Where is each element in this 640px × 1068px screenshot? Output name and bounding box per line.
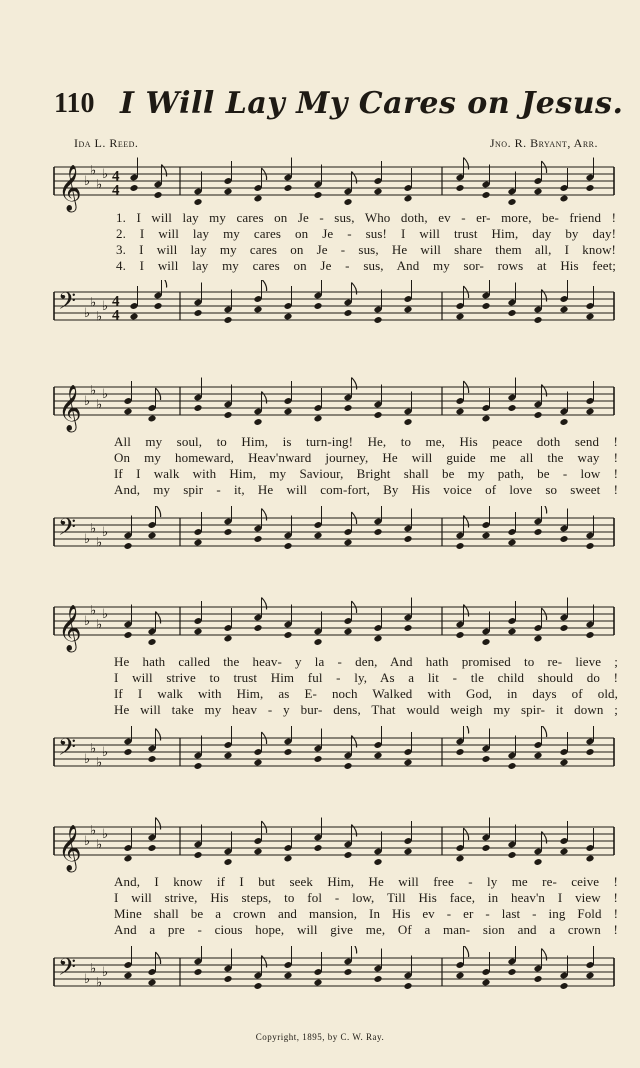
note-head [193,539,202,547]
note-head [585,855,594,863]
note-head [507,404,516,412]
flat-icon: ♭ [90,823,97,839]
copyright-notice: Copyright, 1895, by C. W. Ray. [255,1032,385,1042]
note-head [253,982,262,990]
flat-icon: ♭ [84,972,91,987]
note-head [533,635,542,643]
note-head [193,404,202,412]
note-head [283,972,292,980]
note-head [147,415,156,423]
bass-staff [48,726,620,786]
flat-icon: ♭ [84,532,91,547]
flat-icon: ♭ [102,299,109,314]
lyric-verse-3: If I walk with Him, as E- noch Walked with God, in days of old, [114,686,618,701]
note-head [533,528,542,536]
note-head [129,313,138,321]
note-head [373,858,382,866]
note-head [283,542,292,550]
flat-icon: ♭ [90,383,97,399]
note-head [455,855,464,863]
note-head [129,184,138,192]
flat-icon: ♭ [90,521,97,537]
note-head [343,539,352,547]
note-head [223,188,232,196]
lyrics-block-2 [114,434,618,498]
note-head [585,408,594,416]
note-head [403,306,412,314]
note-head [223,316,232,324]
note-head [153,191,162,199]
hymn-number: 110 [54,88,95,119]
note-head [343,968,352,976]
note-head [147,638,156,646]
treble-staff [48,155,620,215]
note-head [223,858,232,866]
flat-icon: ♭ [96,535,103,551]
note-head [373,188,382,196]
flat-icon: ♭ [102,525,109,540]
note-head [253,624,262,632]
note-head [455,313,464,321]
flat-icon: ♭ [96,975,103,991]
treble-clef-icon: 𝄞 [58,385,82,431]
note-head [253,759,262,767]
note-head [147,844,156,852]
note-head [147,755,156,763]
note-head [533,316,542,324]
lyric-verse-1: All my soul, to Him, is turn-ing! He, to me, His peace doth send ! [114,434,618,449]
note-head [455,408,464,416]
note-head [123,855,132,863]
note-head [403,848,412,856]
treble-staff [48,375,620,435]
lyric-verse-2: 2. I will lay my cares on Je - sus! I will trust Him, day by day! [116,226,616,241]
svg-text:4: 4 [112,293,120,310]
music-system-2 [48,370,620,570]
note-head [559,982,568,990]
note-head [253,848,262,856]
flat-icon: ♭ [96,397,103,413]
note-head [585,313,594,321]
note-head [403,624,412,632]
note-head [223,528,232,536]
note-head [313,415,322,423]
svg-text:4: 4 [112,307,120,324]
note-head [507,309,516,317]
note-head [253,418,262,426]
hymn-title: I Will Lay My Cares on Jesus. [120,86,624,121]
lyric-verse-3: 3. I will lay my cares on Je - sus, He will share them all, I know! [116,242,616,257]
flat-icon: ♭ [84,306,91,321]
treble-clef-icon: 𝄞 [58,165,82,211]
note-head [455,972,464,980]
note-head [533,188,542,196]
note-head [193,198,202,206]
note-head [585,542,594,550]
flat-icon: ♭ [102,167,109,182]
note-head [283,855,292,863]
note-head [123,748,132,756]
note-head [147,979,156,987]
note-head [123,408,132,416]
note-head [481,191,490,199]
note-head [559,848,568,856]
note-head [481,415,490,423]
svg-text:4: 4 [112,182,120,199]
note-head [223,752,232,760]
treble-clef-icon: 𝄞 [58,605,82,651]
note-head [193,628,202,636]
note-head [253,195,262,203]
note-head [313,191,322,199]
note-head [373,411,382,419]
flat-icon: ♭ [96,177,103,193]
lyrics-block-1 [116,210,616,274]
note-head [343,851,352,859]
lyric-verse-4: And, my spir - it, He will com-fort, By His voice of love so sweet ! [114,482,618,497]
flat-icon: ♭ [84,834,91,849]
note-head [373,752,382,760]
note-head [533,752,542,760]
note-head [403,418,412,426]
flat-icon: ♭ [90,961,97,977]
flat-icon: ♭ [96,309,103,325]
treble-staff [48,815,620,875]
note-head [403,535,412,543]
note-head [313,532,322,540]
lyricist-credit: Ida L. Reed. [74,136,139,150]
note-head [481,755,490,763]
flat-icon: ♭ [84,174,91,189]
lyric-verse-3: If I walk with Him, my Saviour, Bright shall be my path, be - low ! [114,466,618,481]
flat-icon: ♭ [90,603,97,619]
note-head [507,851,516,859]
note-head [559,759,568,767]
flat-icon: ♭ [102,607,109,622]
flat-icon: ♭ [102,387,109,402]
note-head [123,542,132,550]
lyric-verse-4: He will take my heav - y bur- dens, That would weigh my spir- it down ; [114,702,618,717]
note-head [343,628,352,636]
flat-icon: ♭ [96,837,103,853]
note-head [343,198,352,206]
note-head [153,302,162,310]
note-head [559,535,568,543]
note-head [559,306,568,314]
note-head [193,851,202,859]
note-head [559,624,568,632]
note-head [373,528,382,536]
note-head [481,979,490,987]
lyric-verse-2: On my homeward, Heav'nward journey, He will guide me all the way ! [114,450,618,465]
treble-clef-icon: 𝄞 [58,825,82,871]
note-head [481,302,490,310]
note-head [585,972,594,980]
note-head [123,631,132,639]
note-head [585,184,594,192]
note-head [283,748,292,756]
lyric-verse-1: 1. I will lay my cares on Je - sus, Who doth, ev - er- more, be- friend ! [116,210,616,225]
flat-icon: ♭ [102,745,109,760]
bass-clef-icon: 𝄢 [58,733,77,766]
note-head [507,628,516,636]
note-head [559,195,568,203]
note-head [507,968,516,976]
note-head [403,195,412,203]
flat-icon: ♭ [90,163,97,179]
composer-credit: Jno. R. Bryant, Arr. [489,136,598,150]
note-head [533,975,542,983]
note-head [559,418,568,426]
flat-icon: ♭ [96,617,103,633]
note-head [283,313,292,321]
bass-clef-icon: 𝄢 [58,287,77,320]
note-head [455,631,464,639]
note-head [283,408,292,416]
note-head [373,975,382,983]
note-head [313,302,322,310]
note-head [373,316,382,324]
lyric-verse-2: I will strive, His steps, to fol - low, Till His face, in heav'n I view ! [114,890,618,905]
note-head [455,748,464,756]
note-head [373,635,382,643]
note-head [455,542,464,550]
note-head [403,982,412,990]
lyric-verse-1: And, I know if I but seek Him, He will free - ly me re- ceive ! [114,874,618,889]
music-system-3 [48,590,620,790]
music-system-1 [48,150,620,340]
flat-icon: ♭ [102,965,109,980]
note-head [343,404,352,412]
note-head [223,635,232,643]
note-head [313,638,322,646]
note-head [481,844,490,852]
note-head [193,309,202,317]
bass-staff [48,280,620,340]
note-head [343,762,352,770]
note-head [223,411,232,419]
note-head [533,858,542,866]
note-head [507,198,516,206]
flat-icon: ♭ [90,295,97,311]
note-head [507,539,516,547]
note-head [533,411,542,419]
note-head [193,762,202,770]
bass-staff [48,506,620,566]
note-head [193,968,202,976]
svg-text:4: 4 [112,168,120,185]
note-head [313,755,322,763]
flat-icon: ♭ [96,755,103,771]
note-head [481,638,490,646]
note-head [481,532,490,540]
bass-clef-icon: 𝄢 [58,953,77,986]
lyric-verse-3: Mine shall be a crown and mansion, In His ev - er - last - ing Fold ! [114,906,618,921]
flat-icon: ♭ [84,614,91,629]
bass-clef-icon: 𝄢 [58,513,77,546]
note-head [403,759,412,767]
lyrics-block-3 [114,654,618,718]
note-head [455,184,464,192]
note-head [283,184,292,192]
flat-icon: ♭ [102,827,109,842]
note-head [313,979,322,987]
lyric-verse-1: He hath called the heav- y la - den, And hath promised to re- lieve ; [114,654,618,669]
note-head [253,535,262,543]
note-head [123,972,132,980]
note-head [313,844,322,852]
flat-icon: ♭ [90,741,97,757]
note-head [253,306,262,314]
bass-staff [48,946,620,1006]
note-head [223,975,232,983]
note-head [283,631,292,639]
music-system-4 [48,810,620,1020]
note-head [147,532,156,540]
note-head [585,631,594,639]
flat-icon: ♭ [84,394,91,409]
lyric-verse-2: I will strive to trust Him ful - ly, As a lit - tle child should do ! [114,670,618,685]
flat-icon: ♭ [84,752,91,767]
lyric-verse-4: And a pre - cious hope, will give me, Of a man- sion and a crown ! [114,922,618,937]
lyric-verse-4: 4. I will lay my cares on Je - sus, And my sor- rows at His feet; [116,258,616,273]
note-head [343,309,352,317]
note-head [585,748,594,756]
treble-staff [48,595,620,655]
note-head [507,762,516,770]
lyrics-block-4 [114,874,618,938]
